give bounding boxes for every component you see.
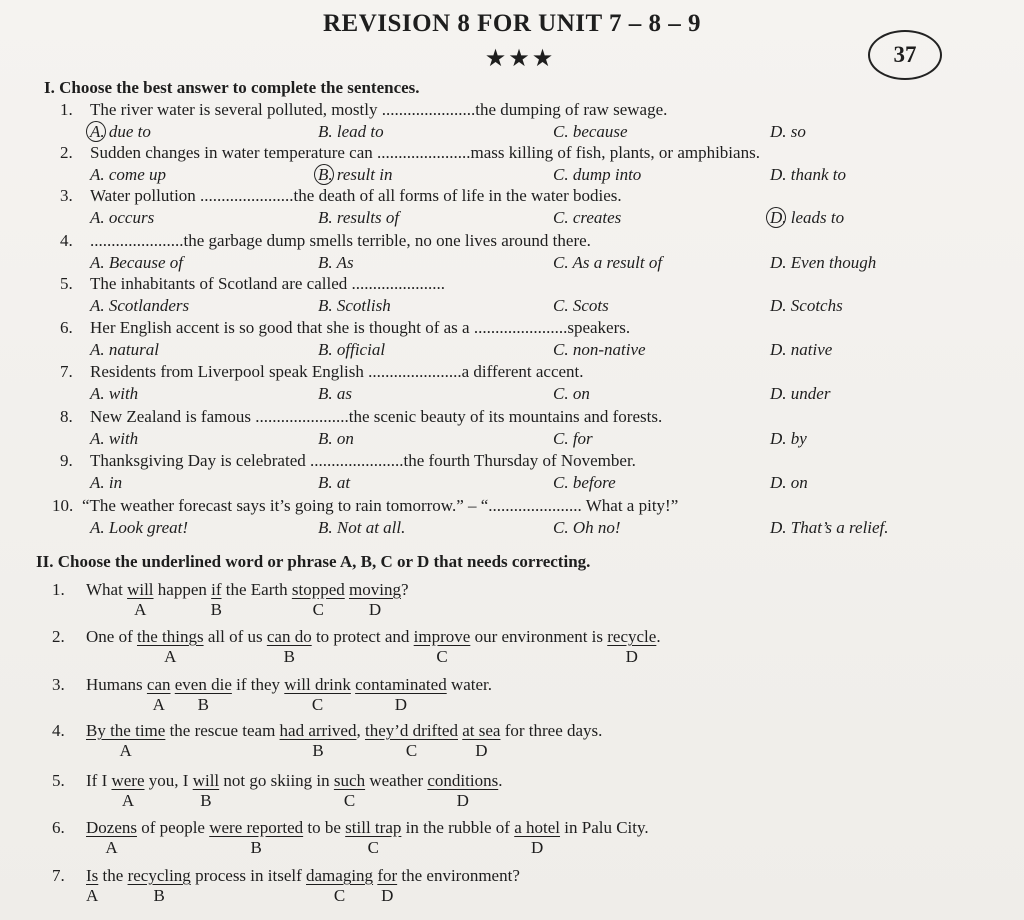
option-letter-c: C (367, 838, 379, 857)
sentence-fragment: process in itself (190, 866, 307, 885)
question-number: 6. (52, 818, 65, 837)
sentence-fragment: the rescue team (165, 721, 280, 740)
question-number: 3. (52, 675, 65, 694)
sentence-fragment: in Palu City. (560, 818, 649, 837)
correction-question-7 (52, 866, 520, 886)
underlined-option-b[interactable]: were reported (209, 818, 304, 837)
question-4-text (60, 231, 591, 251)
question-2-option-d[interactable]: D. thank to (770, 165, 847, 184)
underlined-option-a[interactable]: By the time (86, 721, 166, 740)
question-6-option-a[interactable]: A. natural (90, 340, 159, 359)
option-letter-d: D (381, 886, 394, 905)
option-letter-a: A (105, 838, 118, 857)
sentence-fragment: weather (365, 771, 428, 790)
underlined-option-b[interactable]: if (211, 580, 222, 599)
underlined-option-d[interactable]: contaminated (355, 675, 447, 694)
question-3-option-d[interactable]: D. leads to (770, 208, 845, 227)
question-7-option-c[interactable]: C. on (553, 384, 590, 403)
question-10-option-b[interactable]: B. Not at all. (318, 518, 406, 537)
option-letter-d: D (530, 838, 544, 857)
underlined-option-a[interactable]: Is (86, 866, 99, 885)
question-1-option-c[interactable]: C. because (553, 122, 628, 141)
sentence-fragment: the environment? (397, 866, 520, 885)
question-7-text (60, 362, 584, 382)
question-sentence: Residents from Liverpool speak English ......................a different accent. (90, 362, 584, 381)
question-sentence: Water pollution ......................the death of all forms of life in the water bodies. (90, 186, 622, 205)
option-letter-c: C (311, 695, 324, 714)
option-letter-c: C (333, 886, 346, 905)
answer-circle-mark (314, 164, 334, 185)
question-8-text (60, 407, 662, 427)
question-8-option-d[interactable]: D. by (770, 429, 807, 448)
question-5-option-a[interactable]: A. Scotlanders (90, 296, 190, 315)
question-number: 7. (60, 362, 73, 381)
question-7-option-a[interactable]: A. with (90, 384, 139, 403)
question-10-option-d[interactable]: D. That’s a relief. (770, 518, 889, 537)
underlined-option-d[interactable]: a hotel (514, 818, 561, 837)
underlined-option-b[interactable]: had arrived (279, 721, 357, 740)
underlined-option-d[interactable]: conditions (427, 771, 499, 790)
option-letter-b: B (153, 886, 165, 905)
correction-question-3 (52, 675, 492, 695)
sentence-fragment: What (86, 580, 128, 599)
question-10-option-a[interactable]: A. Look great! (90, 518, 189, 537)
underlined-option-c[interactable]: such (333, 771, 366, 790)
underlined-option-c[interactable]: will drink (284, 675, 351, 694)
underlined-option-b[interactable]: recycling (127, 866, 191, 885)
sentence-fragment: to be (303, 818, 346, 837)
option-letter-c: C (312, 600, 324, 619)
question-sentence: ......................the garbage dump smells terrible, no one lives around there. (90, 231, 591, 250)
underlined-option-a[interactable]: Dozens (86, 818, 137, 837)
question-number: 7. (52, 866, 65, 885)
underlined-option-c[interactable]: still trap (345, 818, 402, 837)
option-letter-a: A (119, 741, 132, 760)
underlined-option-a[interactable]: were (111, 771, 145, 790)
question-8-option-b[interactable]: B. on (318, 429, 354, 448)
question-2-option-a[interactable]: A. come up (90, 165, 167, 184)
option-letter-a: A (121, 791, 135, 810)
correction-question-4 (52, 721, 602, 741)
underlined-option-a[interactable]: the things (136, 627, 204, 646)
question-number: 9. (60, 451, 73, 470)
question-8-option-a[interactable]: A. with (90, 429, 139, 448)
question-3-option-c[interactable]: C. creates (553, 208, 622, 227)
question-4-option-b[interactable]: B. As (318, 253, 354, 272)
question-3-option-a[interactable]: A. occurs (90, 208, 155, 227)
question-number: 1. (52, 580, 65, 599)
question-9-option-b[interactable]: B. at (318, 473, 351, 492)
correction-question-2 (52, 627, 661, 647)
question-sentence: “The weather forecast says it’s going to rain tomorrow.” – “...................... What a pity!” (82, 496, 679, 515)
sentence-fragment: if they (231, 675, 285, 694)
sentence-fragment: the (98, 866, 128, 885)
star-rating: ★★★ (484, 46, 556, 72)
question-number: 6. (60, 318, 73, 337)
underlined-option-c[interactable]: they’d drifted (364, 721, 458, 740)
sentence-fragment: . (498, 771, 503, 790)
question-6-text (60, 318, 630, 338)
underlined-option-c[interactable]: stopped (291, 580, 345, 599)
answer-circle-mark (766, 207, 786, 228)
question-3-text (60, 186, 622, 206)
question-9-text (60, 451, 636, 471)
question-5-option-b[interactable]: B. Scotlish (318, 296, 391, 315)
question-number: 2. (60, 143, 73, 162)
section-2-heading: II. Choose the underlined word or phrase A, B, C or D that needs correcting. (36, 552, 591, 571)
option-letter-a: A (134, 600, 147, 619)
sentence-fragment: of people (136, 818, 210, 837)
question-1-option-b[interactable]: B. lead to (318, 122, 384, 141)
sentence-fragment: the Earth (221, 580, 292, 599)
question-4-option-a[interactable]: A. Because of (90, 253, 183, 272)
underlined-option-c[interactable]: improve (413, 627, 471, 646)
question-10-text (52, 496, 678, 516)
question-7-option-d[interactable]: D. under (770, 384, 831, 403)
question-5-option-c[interactable]: C. Scots (553, 296, 609, 315)
question-4-option-c[interactable]: C. As a result of (553, 253, 663, 272)
question-sentence: The inhabitants of Scotland are called ...................... (90, 274, 446, 293)
question-2-text (60, 143, 760, 163)
option-letter-b: B (200, 791, 212, 810)
question-number: 3. (60, 186, 73, 205)
answer-circle-mark (86, 121, 106, 142)
option-letter-d: D (625, 647, 638, 666)
question-6-option-b[interactable]: B. official (318, 340, 386, 359)
sentence-fragment: Humans (86, 675, 147, 694)
question-sentence: New Zealand is famous ......................the scenic beauty of its mountains and forests. (90, 407, 663, 426)
question-3-option-b[interactable]: B. results of (318, 208, 400, 227)
question-6-option-c[interactable]: C. non-native (553, 340, 646, 359)
question-1-text (60, 100, 667, 120)
underlined-option-c[interactable]: damaging (306, 866, 374, 885)
correction-question-6 (52, 818, 649, 838)
question-5-option-d[interactable]: D. Scotchs (770, 296, 843, 315)
question-2-option-c[interactable]: C. dump into (553, 165, 642, 184)
question-7-option-b[interactable]: B. as (318, 384, 352, 403)
question-number: 8. (60, 407, 73, 426)
question-10-option-c[interactable]: C. Oh no! (553, 518, 621, 537)
question-2-option-b[interactable]: B. result in (318, 165, 393, 184)
page-number-badge: 37 (868, 30, 942, 80)
option-letter-b: B (250, 838, 262, 857)
question-1-option-d[interactable]: D. so (770, 122, 806, 141)
sentence-fragment: all of us (203, 627, 267, 646)
page-title: REVISION 8 FOR UNIT 7 – 8 – 9 (323, 10, 701, 37)
question-number: 10. (52, 496, 74, 515)
question-number: 5. (60, 274, 73, 293)
option-letter-b: B (197, 695, 209, 714)
sentence-fragment: not go skiing in (219, 771, 334, 790)
question-4-option-d[interactable]: D. Even though (770, 253, 877, 272)
option-letter-d: D (368, 600, 382, 619)
question-sentence: Sudden changes in water temperature can ......................mass killing of fish, plants, or amphibians. (90, 143, 760, 162)
sentence-fragment: . (656, 627, 661, 646)
sentence-fragment: happen (153, 580, 212, 599)
option-letter-a: A (86, 886, 99, 905)
sentence-fragment: If I (86, 771, 112, 790)
option-letter-c: C (436, 647, 448, 666)
sentence-fragment: ? (400, 580, 409, 599)
question-9-option-c[interactable]: C. before (553, 473, 616, 492)
option-letter-a: A (152, 695, 165, 714)
underlined-option-b[interactable]: will (192, 771, 220, 790)
sentence-fragment: you, I (144, 771, 193, 790)
option-letter-b: B (210, 600, 222, 619)
question-sentence: Thanksgiving Day is celebrated ......................the fourth Thursday of November. (90, 451, 636, 470)
underlined-option-a[interactable]: will (127, 580, 154, 599)
question-sentence: The river water is several polluted, mostly ......................the dumping of raw sewage. (90, 100, 668, 119)
option-letter-c: C (405, 741, 418, 760)
underlined-option-d[interactable]: moving (349, 580, 401, 599)
question-number: 2. (52, 627, 65, 646)
underlined-option-b[interactable]: even die (174, 675, 232, 694)
option-letter-b: B (312, 741, 324, 760)
underlined-option-a[interactable]: can (146, 675, 171, 694)
option-letter-d: D (394, 695, 408, 714)
question-number: 4. (52, 721, 65, 740)
question-5-text (60, 274, 445, 294)
option-letter-a: A (164, 647, 177, 666)
option-letter-c: C (343, 791, 356, 810)
underlined-option-d[interactable]: recycle (607, 627, 657, 646)
question-number: 5. (52, 771, 65, 790)
option-letter-d: D (456, 791, 469, 810)
underlined-option-d[interactable]: at sea (462, 721, 501, 740)
sentence-fragment: One of (86, 627, 137, 646)
sentence-fragment: , (356, 721, 365, 740)
question-sentence: Her English accent is so good that she is thought of as a ......................speakers. (90, 318, 631, 337)
question-9-option-d[interactable]: D. on (770, 473, 808, 492)
option-letter-d: D (475, 741, 488, 760)
underlined-option-d[interactable]: for (377, 866, 398, 885)
question-6-option-d[interactable]: D. native (770, 340, 833, 359)
question-9-option-a[interactable]: A. in (90, 473, 123, 492)
sentence-fragment: water. (446, 675, 493, 694)
question-number: 1. (60, 100, 73, 119)
question-number: 4. (60, 231, 73, 250)
sentence-fragment: for three days. (500, 721, 603, 740)
sentence-fragment: to protect and (311, 627, 414, 646)
correction-question-1 (52, 580, 409, 600)
underlined-option-b[interactable]: can do (266, 627, 312, 646)
sentence-fragment: our environment is (470, 627, 608, 646)
sentence-fragment: in the rubble of (401, 818, 515, 837)
question-8-option-c[interactable]: C. for (553, 429, 593, 448)
correction-question-5 (52, 771, 502, 791)
question-1-option-a[interactable]: A. due to (90, 122, 151, 141)
section-1-heading: I. Choose the best answer to complete the sentences. (44, 78, 420, 97)
option-letter-b: B (283, 647, 295, 666)
